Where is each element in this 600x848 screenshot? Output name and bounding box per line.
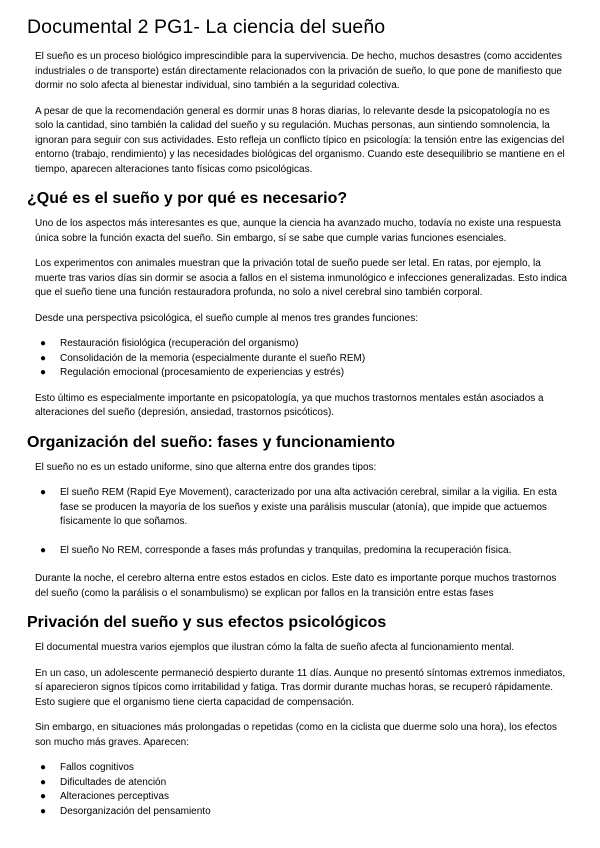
section-sleep-organization <box>27 432 570 602</box>
list-item-text: Dificultades de atención <box>60 776 167 788</box>
bullet-icon: ● <box>40 544 47 556</box>
list-item <box>35 352 570 367</box>
paragraph: Esto último es especialmente importante en psicopatología, ya que muchos trastornos mentales están asociados a alteraciones del sueño (depresión, ansiedad, trastornos psicóticos). <box>35 392 544 418</box>
list-item-text: Fallos cognitivos <box>60 762 134 773</box>
paragraph: Desde una perspectiva psicológica, el sueño cumple al menos tres grandes funciones: <box>35 312 418 324</box>
bullet-icon: ● <box>40 791 47 802</box>
paragraph: Los experimentos con animales muestran que la privación total de sueño puede ser letal. En ratas, por ejemplo, la muerte tras varios días sin dormir se asocia a fallos en el sistema inmunológico e infecciones generalizadas. Esto indica que el sueño tiene una función restauradora profunda, no solo a nivel cerebral sino también corporal. <box>35 258 567 298</box>
list-item-text: El sueño REM (Rapid Eye Movement), caracterizado por una alta activación cerebral, similar a la vigilia. En esta fase se producen la mayoría de los sueños y existe una parálisis muscular (atonía), que impide que actuemos físicamente lo que soñamos. <box>60 487 557 527</box>
section-what-is-sleep <box>27 188 570 421</box>
bullet-icon: ● <box>40 487 47 498</box>
section-sleep-deprivation <box>27 612 570 819</box>
bullet-icon: ● <box>40 762 47 773</box>
bullet-icon: ● <box>40 367 47 378</box>
list-item <box>35 366 570 381</box>
bullet-icon: ● <box>40 338 47 349</box>
sleep-types-list <box>35 486 570 558</box>
intro-paragraph: El sueño es un proceso biológico imprescindible para la supervivencia. De hecho, muchos desastres (como accidentes industriales o de transporte) están directamente relacionados con la privación de sueño, lo que pone de manifiesto que dormir no solo afecta al bienestar individual, sino también a la seguridad colectiva. <box>35 51 562 91</box>
functions-list <box>35 337 570 381</box>
paragraph: El documental muestra varios ejemplos que ilustran cómo la falta de sueño afecta al funcionamiento mental. <box>35 642 515 653</box>
intro-paragraph: A pesar de que la recomendación general es dormir unas 8 horas diarias, lo relevante desde la psicopatología no es solo la cantidad, sino también la calidad del sueño y su regulación. Muchas personas, aun sintiendo somnolencia, la ignoran para seguir con sus actividades. Esto refleja un conflicto típico en psicología: la tensión entre las exigencias del entorno (trabajo, rendimiento) y las necesidades biológicas del organismo. Cuando este desequilibrio se mantiene en el tiempo, aparecen alteraciones tanto físicas como psicológicas. <box>35 105 565 175</box>
list-item-text: El sueño No REM, corresponde a fases más profundas y tranquilas, predomina la recuperación física. <box>60 544 512 556</box>
paragraph: Durante la noche, el cerebro alterna entre estos estados en ciclos. Este dato es importante porque muchos trastornos del sueño (como la parálisis o el sonambulismo) se explican por fallos en la transición entre estas fases <box>35 573 557 599</box>
list-item <box>35 790 570 805</box>
section-heading: ¿Qué es el sueño y por qué es necesario? <box>27 190 348 207</box>
bullet-icon: ● <box>40 352 47 364</box>
list-item-text: Restauración fisiológica (recuperación del organismo) <box>60 338 299 349</box>
bullet-icon: ● <box>40 776 47 788</box>
list-item <box>35 805 570 820</box>
list-item <box>35 761 570 776</box>
list-item <box>35 486 570 530</box>
list-item <box>35 776 570 791</box>
paragraph: En un caso, un adolescente permaneció despierto durante 11 días. Aunque no presentó síntomas extremos inmediatos, sí aparecieron signos típicos como irritabilidad y fatiga. Tras dormir durante muchas horas, se recuperó rápidamente. Esto sugiere que el organismo tiene cierta capacidad de compensación. <box>35 667 566 708</box>
bullet-icon: ● <box>40 805 47 817</box>
list-item-text: Consolidación de la memoria (especialmente durante el sueño REM) <box>60 352 366 364</box>
list-item-text: Desorganización del pensamiento <box>60 805 211 817</box>
list-item <box>35 337 570 352</box>
section-heading: Privación del sueño y sus efectos psicológicos <box>27 614 387 631</box>
paragraph: Uno de los aspectos más interesantes es que, aunque la ciencia ha avanzado mucho, todavía no existe una respuesta única sobre la función exacta del sueño. Sin embargo, sí se sabe que cumple varias funciones esenciales. <box>35 218 561 244</box>
list-item-text: Alteraciones perceptivas <box>60 791 169 802</box>
effects-list <box>35 761 570 819</box>
paragraph: Sin embargo, en situaciones más prolongadas o repetidas (como en la ciclista que duerme solo una hora), los efectos son mucho más graves. Aparecen: <box>35 722 557 748</box>
paragraph: El sueño no es un estado uniforme, sino que alterna entre dos grandes tipos: <box>35 461 377 473</box>
list-item <box>35 544 570 559</box>
list-item-text: Regulación emocional (procesamiento de experiencias y estrés) <box>60 367 345 378</box>
document-title: Documental 2 PG1- La ciencia del sueño <box>27 16 386 38</box>
section-heading: Organización del sueño: fases y funcionamiento <box>27 433 396 451</box>
